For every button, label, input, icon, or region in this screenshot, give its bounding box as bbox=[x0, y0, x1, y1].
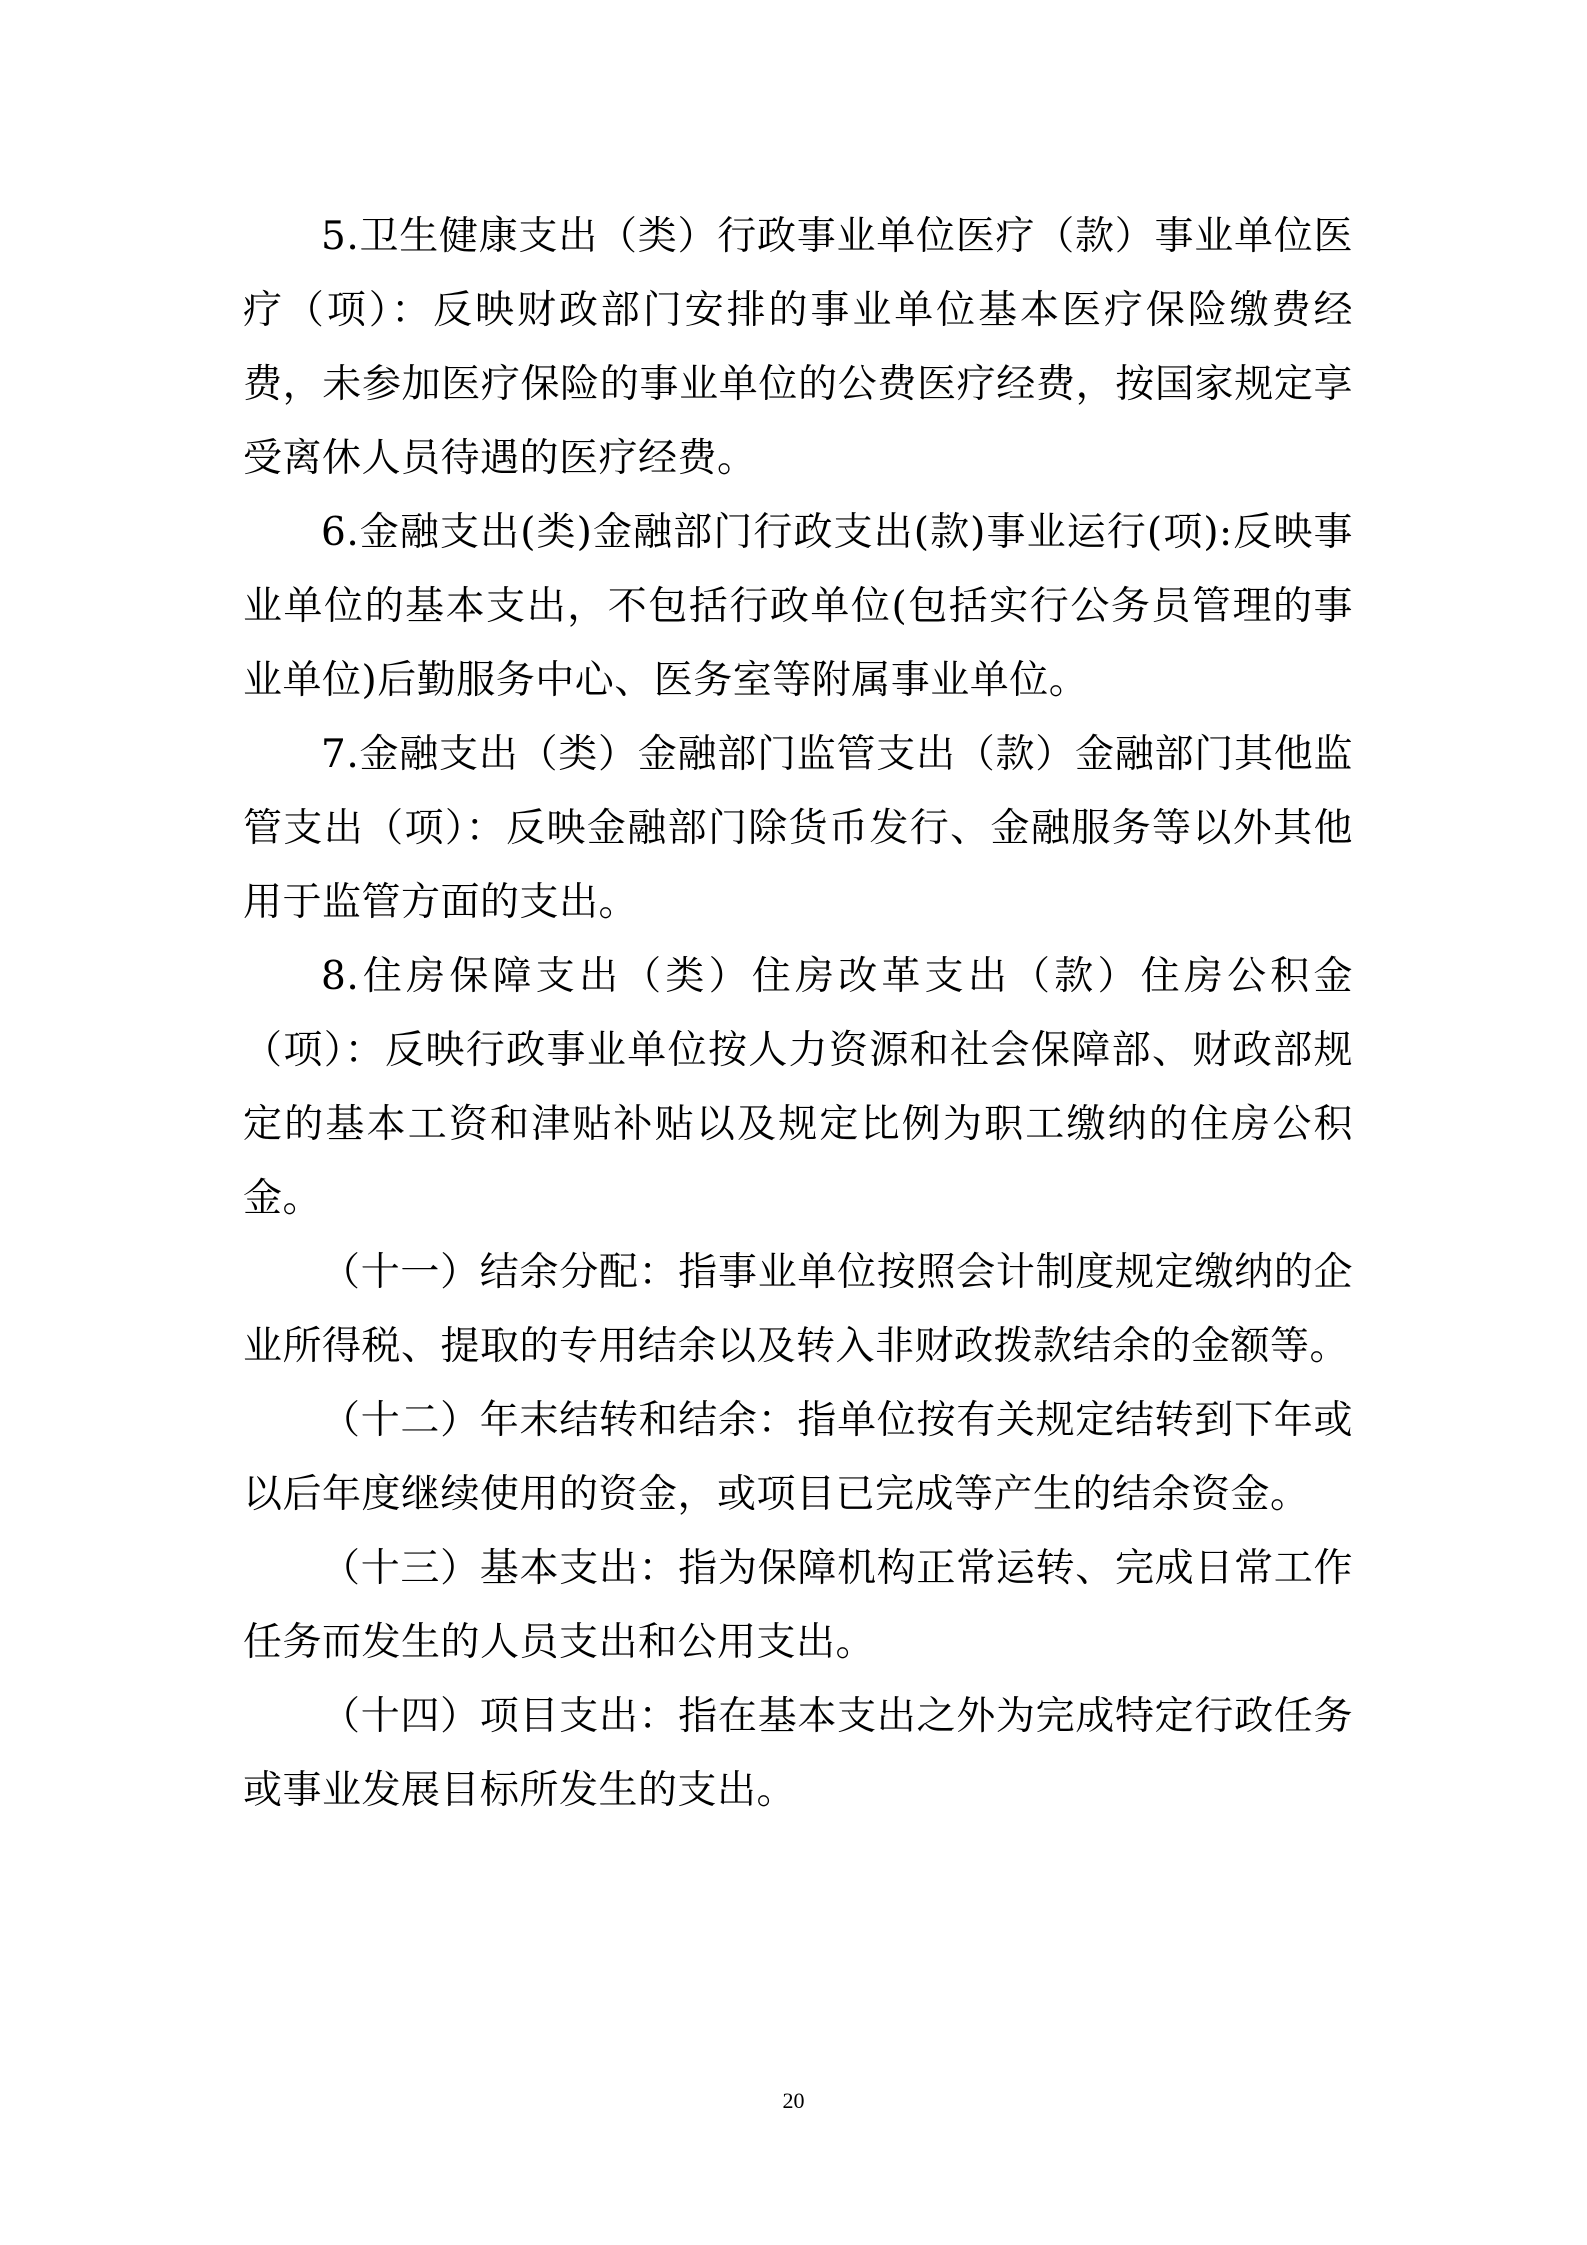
paragraph-project-expenditure: （十四）项目支出：指在基本支出之外为完成特定行政任务或事业发展目标所发生的支出。 bbox=[243, 1694, 1353, 1813]
paragraph-finance-supervision-expenditure: 7.金融支出（类）金融部门监管支出（款）金融部门其他监管支出（项）：反映金融部门除货币发行、金融服务等以外其他用于监管方面的支出。 bbox=[243, 732, 1353, 925]
paragraph-year-end-carryover: （十二）年末结转和结余：指单位按有关规定结转到下年或以后年度继续使用的资金，或项目已完成等产生的结余资金。 bbox=[243, 1398, 1353, 1517]
paragraph-housing-fund: 8.住房保障支出（类）住房改革支出（款）住房公积金（项）：反映行政事业单位按人力资源和社会保障部、财政部规定的基本工资和津贴补贴以及规定比例为职工缴纳的住房公积金。 bbox=[243, 954, 1353, 1221]
body-text bbox=[243, 200, 1353, 1828]
page-number: 20 bbox=[782, 2088, 805, 2113]
paragraph-health-expenditure: 5.卫生健康支出（类）行政事业单位医疗（款）事业单位医疗（项）：反映财政部门安排的事业单位基本医疗保险缴费经费，未参加医疗保险的事业单位的公费医疗经费，按国家规定享受离休人员待遇的医疗经费。 bbox=[243, 214, 1353, 481]
paragraph-basic-expenditure: （十三）基本支出：指为保障机构正常运转、完成日常工作任务而发生的人员支出和公用支出。 bbox=[243, 1546, 1353, 1665]
paragraph-finance-admin-expenditure: 6.金融支出(类)金融部门行政支出(款)事业运行(项):反映事业单位的基本支出，不包括行政单位(包括实行公务员管理的事业单位)后勤服务中心、医务室等附属事业单位。 bbox=[243, 510, 1353, 703]
paragraph-surplus-distribution: （十一）结余分配：指事业单位按照会计制度规定缴纳的企业所得税、提取的专用结余以及转入非财政拨款结余的金额等。 bbox=[243, 1250, 1353, 1369]
